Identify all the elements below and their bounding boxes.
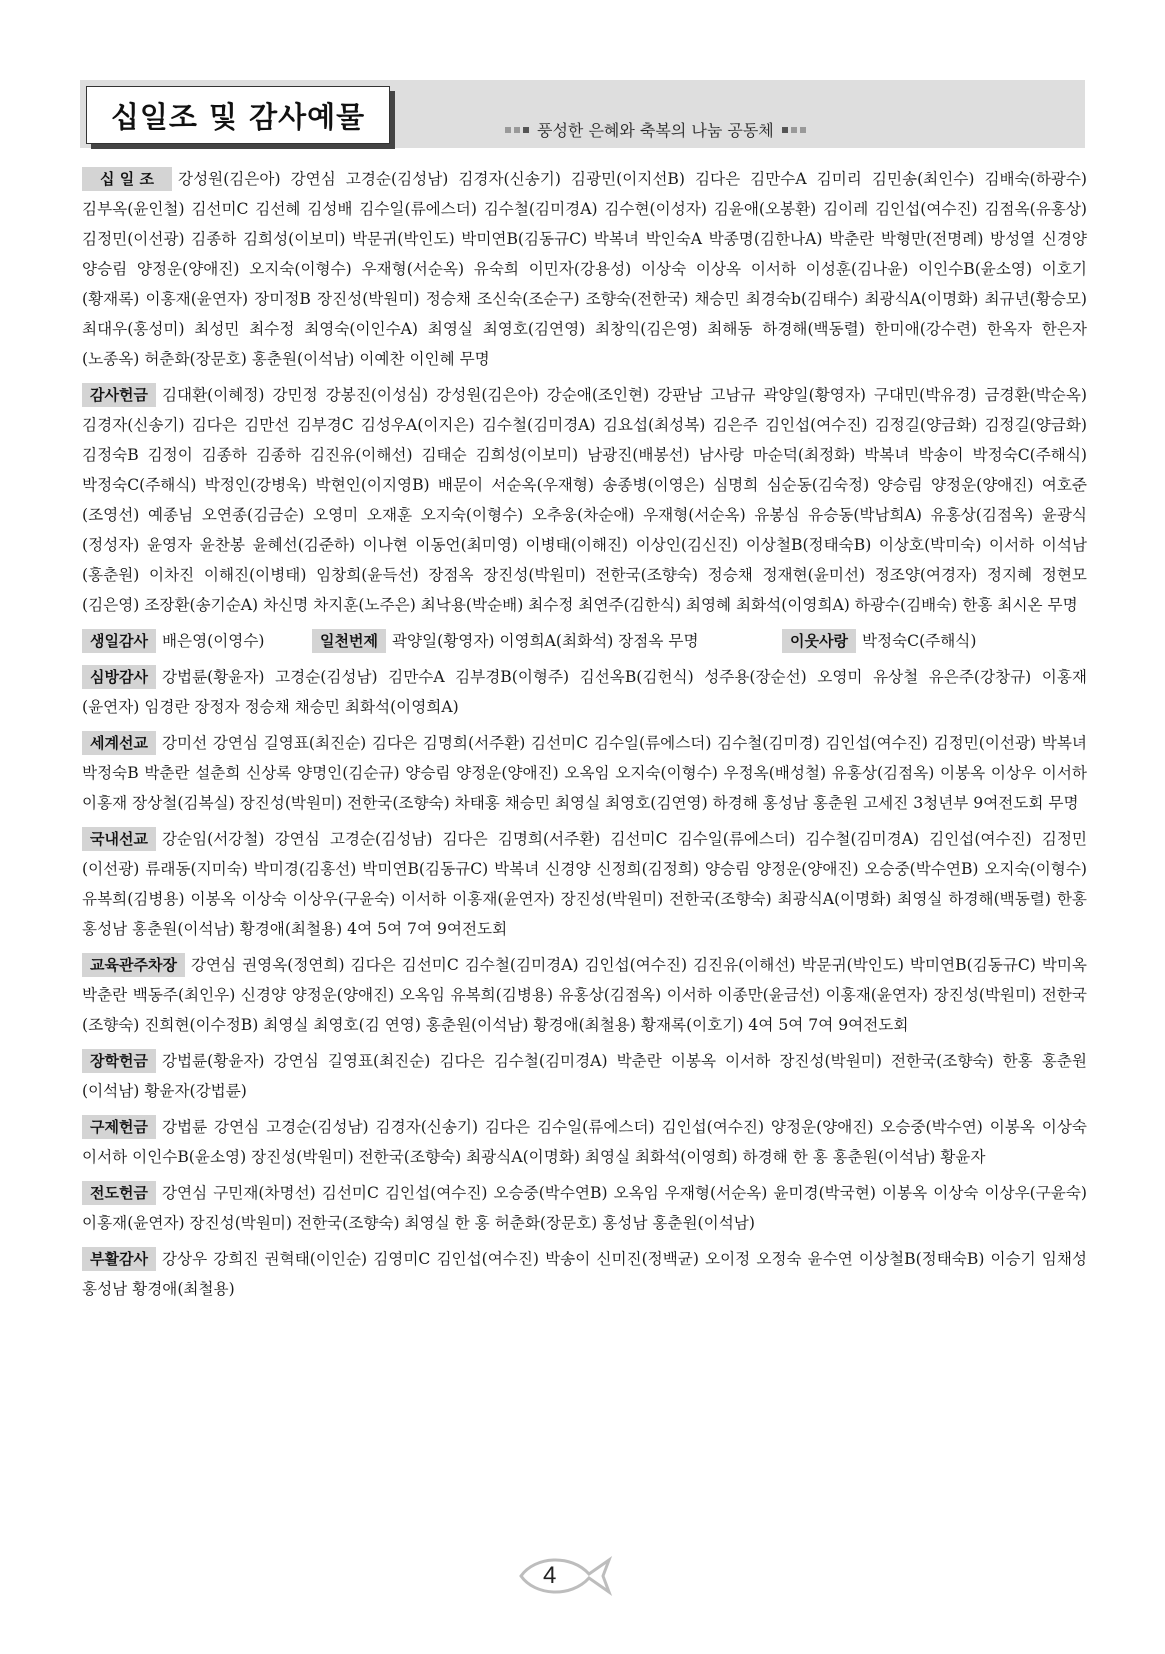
donor-names: 곽양일(황영자) 이영희A(최화석) 장점옥 무명 (391, 632, 699, 650)
section-label: 일천번제 (312, 629, 386, 653)
donor-names: 강연심 구민재(차명선) 김선미C 김인섭(여수진) 오승중(박수연B) 오옥임 우재형(서순옥) 윤미경(박국현) 이봉옥 이상숙 이상우(구윤숙) 이홍재(윤연자) 장진성(박원미) 전한국(조향숙) 최영실 한 홍 허춘화(장문호) 홍성남 홍춘원(이석남) (82, 1184, 1087, 1232)
section-thousand-offerings (312, 626, 782, 656)
section-label: 이웃사랑 (782, 629, 856, 653)
square-bullets-left-icon (505, 127, 529, 133)
subtitle-text: 풍성한 은혜와 축복의 나눔 공동체 (537, 121, 774, 140)
section-relief (82, 1112, 1087, 1172)
section-thanks-offering (82, 380, 1087, 620)
section-label: 국내선교 (82, 827, 156, 851)
donor-names: 강미선 강연심 길영표(최진순) 김다은 김명희(서주환) 김선미C 김수일(류에스더) 김수철(김미경) 김인섭(여수진) 김정민(이선광) 박복녀 박정숙B 박춘란 설춘희 신상록 양명인(김순규) 양승림 양정운(양애진) 오옥임 오지숙(이형수) 우정옥(배성철) 유홍상(김점옥) 이봉옥 이상우 이서하 이홍재 장상철(김복실) 장진성(박원미) 전한국(조향숙) 차태홍 채승민 최영실 최영호(김연영) 하경해 홍성남 홍춘원 고세진 3청년부 9여전도회 무명 (82, 734, 1087, 812)
square-bullets-right-icon (782, 127, 806, 133)
section-easter-thanks (82, 1244, 1087, 1304)
section-label: 교육관주차장 (82, 953, 185, 977)
page-title: 십일조 및 감사예물 (110, 99, 366, 134)
section-neighbor-love (782, 626, 976, 656)
donor-names: 배은영(이영수) (161, 632, 265, 650)
donor-names: 강법륜(황윤자) 강연심 길영표(최진순) 김다은 김수철(김미경A) 박춘란 이봉옥 이서하 장진성(박원미) 전한국(조향숙) 한홍 홍춘원(이석남) 황윤자(강법륜) (82, 1052, 1087, 1100)
section-label: 생일감사 (82, 629, 156, 653)
section-education-parking (82, 950, 1087, 1040)
donor-names: 강상우 강희진 권혁태(이인순) 김영미C 김인섭(여수진) 박송이 신미진(정백균) 오이정 오정숙 윤수연 이상철B(정태숙B) 이승기 임채성 홍성남 황경애(최철용) (82, 1250, 1087, 1298)
section-domestic-missions (82, 824, 1087, 944)
section-tithe (82, 164, 1087, 374)
section-label: 구제헌금 (82, 1115, 156, 1139)
section-scholarship (82, 1046, 1087, 1106)
section-label: 감사헌금 (82, 383, 156, 407)
donor-names: 강순임(서강철) 강연심 고경순(김성남) 김다은 김명희(서주환) 김선미C 김수일(류에스더) 김수철(김미경A) 김인섭(여수진) 김정민(이선광) 류래동(지미숙) 박미경(김홍선) 박미연B(김동규C) 박복녀 신경양 신정희(김정희) 양승림 양정운(양애진) 오승중(박수연B) 오지숙(이형수) 유복희(김병용) 이봉옥 이상숙 이상우(구윤숙) 이서하 이홍재(윤연자) 장진성(박원미) 전한국(조향숙) 최광식A(이명화) 최영실 하경해(백동렬) 한홍 홍성남 홍춘원(이석남) 황경애(최철용) 4여 5여 7여 9여전도회 (82, 830, 1087, 938)
inline-sections-row (82, 626, 1087, 656)
page-number-badge (515, 1552, 615, 1600)
donor-names: 김대환(이혜정) 강민정 강봉진(이성심) 강성원(김은아) 강순애(조인현) 강판남 고남규 곽양일(황영자) 구대민(박유경) 금경환(박순옥) 김경자(신송기) 김다은 김만선 김부경C 김성우A(이지은) 김수철(김미경A) 김요섭(최성복) 김은주 김인섭(여수진) 김정길(양금화) 김정길(양금화) 김정숙B 김정이 김종하 김종하 김진유(이해선) 김태순 김희성(이보미) 남광진(배봉선) 남사랑 마순덕(최정화) 박복녀 박송이 박정숙C(주해식) 박정숙C(주해식) 박정인(강병욱) 박현인(이지영B) 배문이 서순옥(우재형) 송종병(이영은) 심명희 심순동(김숙정) 양승림 양정운(양애진) 여호준(조영선) 예종님 오연종(김금순) 오영미 오재훈 오지숙(이형수) 오추웅(차순애) 우재형(서순옥) 유봉심 유승동(박남희A) 유홍상(김점옥) 윤광식(정성자) 윤영자 윤찬봉 윤혜선(김준하) 이나현 이동언(최미영) 이병태(이해진) 이상인(김신진) 이상철B(정태숙B) 이상호(박미숙) 이서하 이석남(홍춘원) 이차진 이해진(이병태) 임창희(윤득선) 장점옥 장진성(박원미) 전한국(조향숙) 정승채 정재현(윤미선) 정조양(여경자) 정지혜 정현모(김은영) 조장환(송기순A) 차신명 차지훈(노주은) 최낙용(박순배) 최수정 최연주(김한식) 최영혜 최화석(이영희A) 하광수(김배숙) 한홍 최시온 무명 (82, 386, 1087, 614)
donor-names: 강연심 권영옥(정연희) 김다은 김선미C 김수철(김미경A) 김인섭(여수진) 김진유(이해선) 박문귀(박인도) 박미연B(김동규C) 박미옥 박춘란 백동주(최인우) 신경양 양정운(양애진) 오옥임 유복희(김병용) 유홍상(김점옥) 이서하 이종만(윤금선) 이홍재(윤연자) 장진성(박원미) 전한국(조향숙) 진희현(이수정B) 최영실 최영호(김 연영) 홍춘원(이석남) 황경애(최철용) 황재록(이호기) 4여 5여 7여 9여전도회 (82, 956, 1087, 1034)
section-label: 전도헌금 (82, 1181, 156, 1205)
page-subtitle (505, 118, 806, 141)
page-number: 4 (543, 1562, 557, 1589)
offering-list (82, 164, 1087, 1310)
fish-icon (515, 1552, 615, 1600)
donor-names: 강법륜(황윤자) 고경순(김성남) 김만수A 김부경B(이형주) 김선옥B(김헌식) 성주용(장순선) 오영미 유상철 유은주(강창규) 이홍재(윤연자) 임경란 장정자 정승채 채승민 최화석(이영희A) (82, 668, 1087, 716)
section-world-missions (82, 728, 1087, 818)
section-birthday-thanks (82, 626, 312, 656)
section-label: 세계선교 (82, 731, 156, 755)
section-visitation-thanks (82, 662, 1087, 722)
page-title-box (86, 86, 390, 144)
section-label: 부활감사 (82, 1247, 156, 1271)
donor-names: 박정숙C(주해식) (861, 632, 977, 650)
donor-names: 강성원(김은아) 강연심 고경순(김성남) 김경자(신송기) 김광민(이지선B) 김다은 김만수A 김미리 김민송(최인수) 김배숙(하광수) 김부옥(윤인철) 김선미C 김선혜 김성배 김수일(류에스더) 김수철(김미경A) 김수현(이성자) 김윤애(오봉환) 김이레 김인섭(여수진) 김점옥(유홍상) 김정민(이선광) 김종하 김희성(이보미) 박문귀(박인도) 박미연B(김동규C) 박복녀 박인숙A 박종명(김한나A) 박춘란 박형만(전명례) 방성열 신경양 양승림 양정운(양애진) 오지숙(이형수) 우재형(서순옥) 유숙희 이민자(강용성) 이상숙 이상옥 이서하 이성훈(김나윤) 이인수B(윤소영) 이호기(황재록) 이홍재(윤연자) 장미정B 장진성(박원미) 정승채 조신숙(조순구) 조향숙(전한국) 채승민 최경숙b(김태수) 최광식A(이명화) 최규년(황승모) 최대우(홍성미) 최성민 최수정 최영숙(이인수A) 최영실 최영호(김연영) 최창익(김은영) 최해동 하경해(백동렬) 한미애(강수련) 한옥자 한은자(노종옥) 허춘화(장문호) 홍춘원(이석남) 이예찬 이인혜 무명 (82, 170, 1087, 368)
donor-names: 강법륜 강연심 고경순(김성남) 김경자(신송기) 김다은 김수일(류에스더) 김인섭(여수진) 양정운(양애진) 오승중(박수연) 이봉옥 이상숙 이서하 이인수B(윤소영) 장진성(박원미) 전한국(조향숙) 최광식A(이명화) 최영실 최화석(이영희) 하경해 한 홍 홍춘원(이석남) 황윤자 (82, 1118, 1087, 1166)
section-label: 장학헌금 (82, 1049, 156, 1073)
section-label: 심방감사 (82, 665, 156, 689)
section-label: 십 일 조 (82, 167, 172, 191)
section-evangelism (82, 1178, 1087, 1238)
